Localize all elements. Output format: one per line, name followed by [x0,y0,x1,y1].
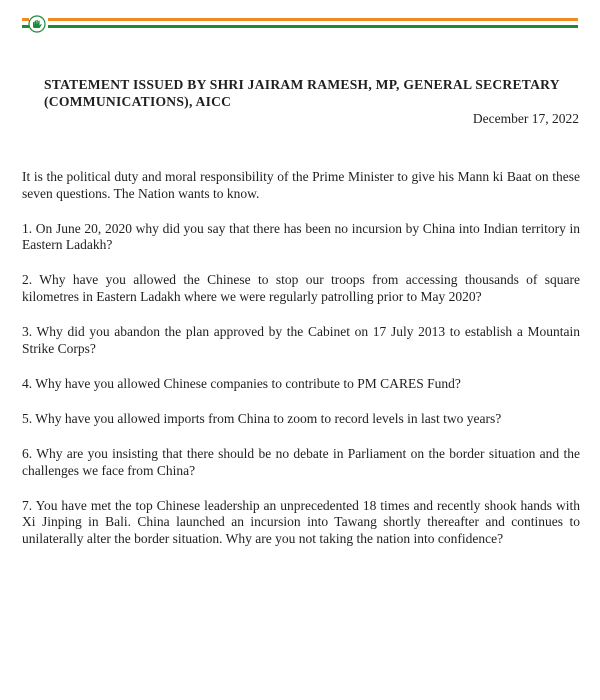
saffron-stripe [48,18,578,21]
statement-date: December 17, 2022 [472,111,579,126]
letterhead [22,13,578,35]
question-5: 5. Why have you allowed imports from China to zoom to record levels in last two years? [22,410,502,426]
question-4: 4. Why have you allowed Chinese companies to contribute to PM CARES Fund? [22,375,461,391]
statement-body [22,169,580,566]
question-7: 7. You have met the top Chinese leadership an unprecedented 18 times and recently shook hands with Xi Jinping in Bali. China launched an incursion into Tawang shortly thereafter and continues to unilaterally alter the border situation. Why are you not taking the nation into confidence? [22,497,580,546]
intro-paragraph: It is the political duty and moral responsibility of the Prime Minister to give his Mann ki Baat on these seven questions. The Nation wants to know. [22,169,580,201]
green-stripe [48,25,578,28]
question-2: 2. Why have you allowed the Chinese to stop our troops from accessing thousands of square kilometres in Eastern Ladakh where we were regularly patrolling prior to May 2020? [22,272,580,304]
party-hand-emblem-icon [22,14,46,34]
question-3: 3. Why did you abandon the plan approved by the Cabinet on 17 July 2013 to establish a Mountain Strike Corps? [22,324,580,356]
question-1: 1. On June 20, 2020 why did you say that there has been no incursion by China into Indian territory in Eastern Ladakh? [22,220,580,253]
statement-heading: STATEMENT ISSUED BY SHRI JAIRAM RAMESH, MP, GENERAL SECRETARY (COMMUNICATIONS), AICC [44,77,560,109]
question-6: 6. Why are you insisting that there should be no debate in Parliament on the border situation and the challenges we face from China? [22,445,580,478]
